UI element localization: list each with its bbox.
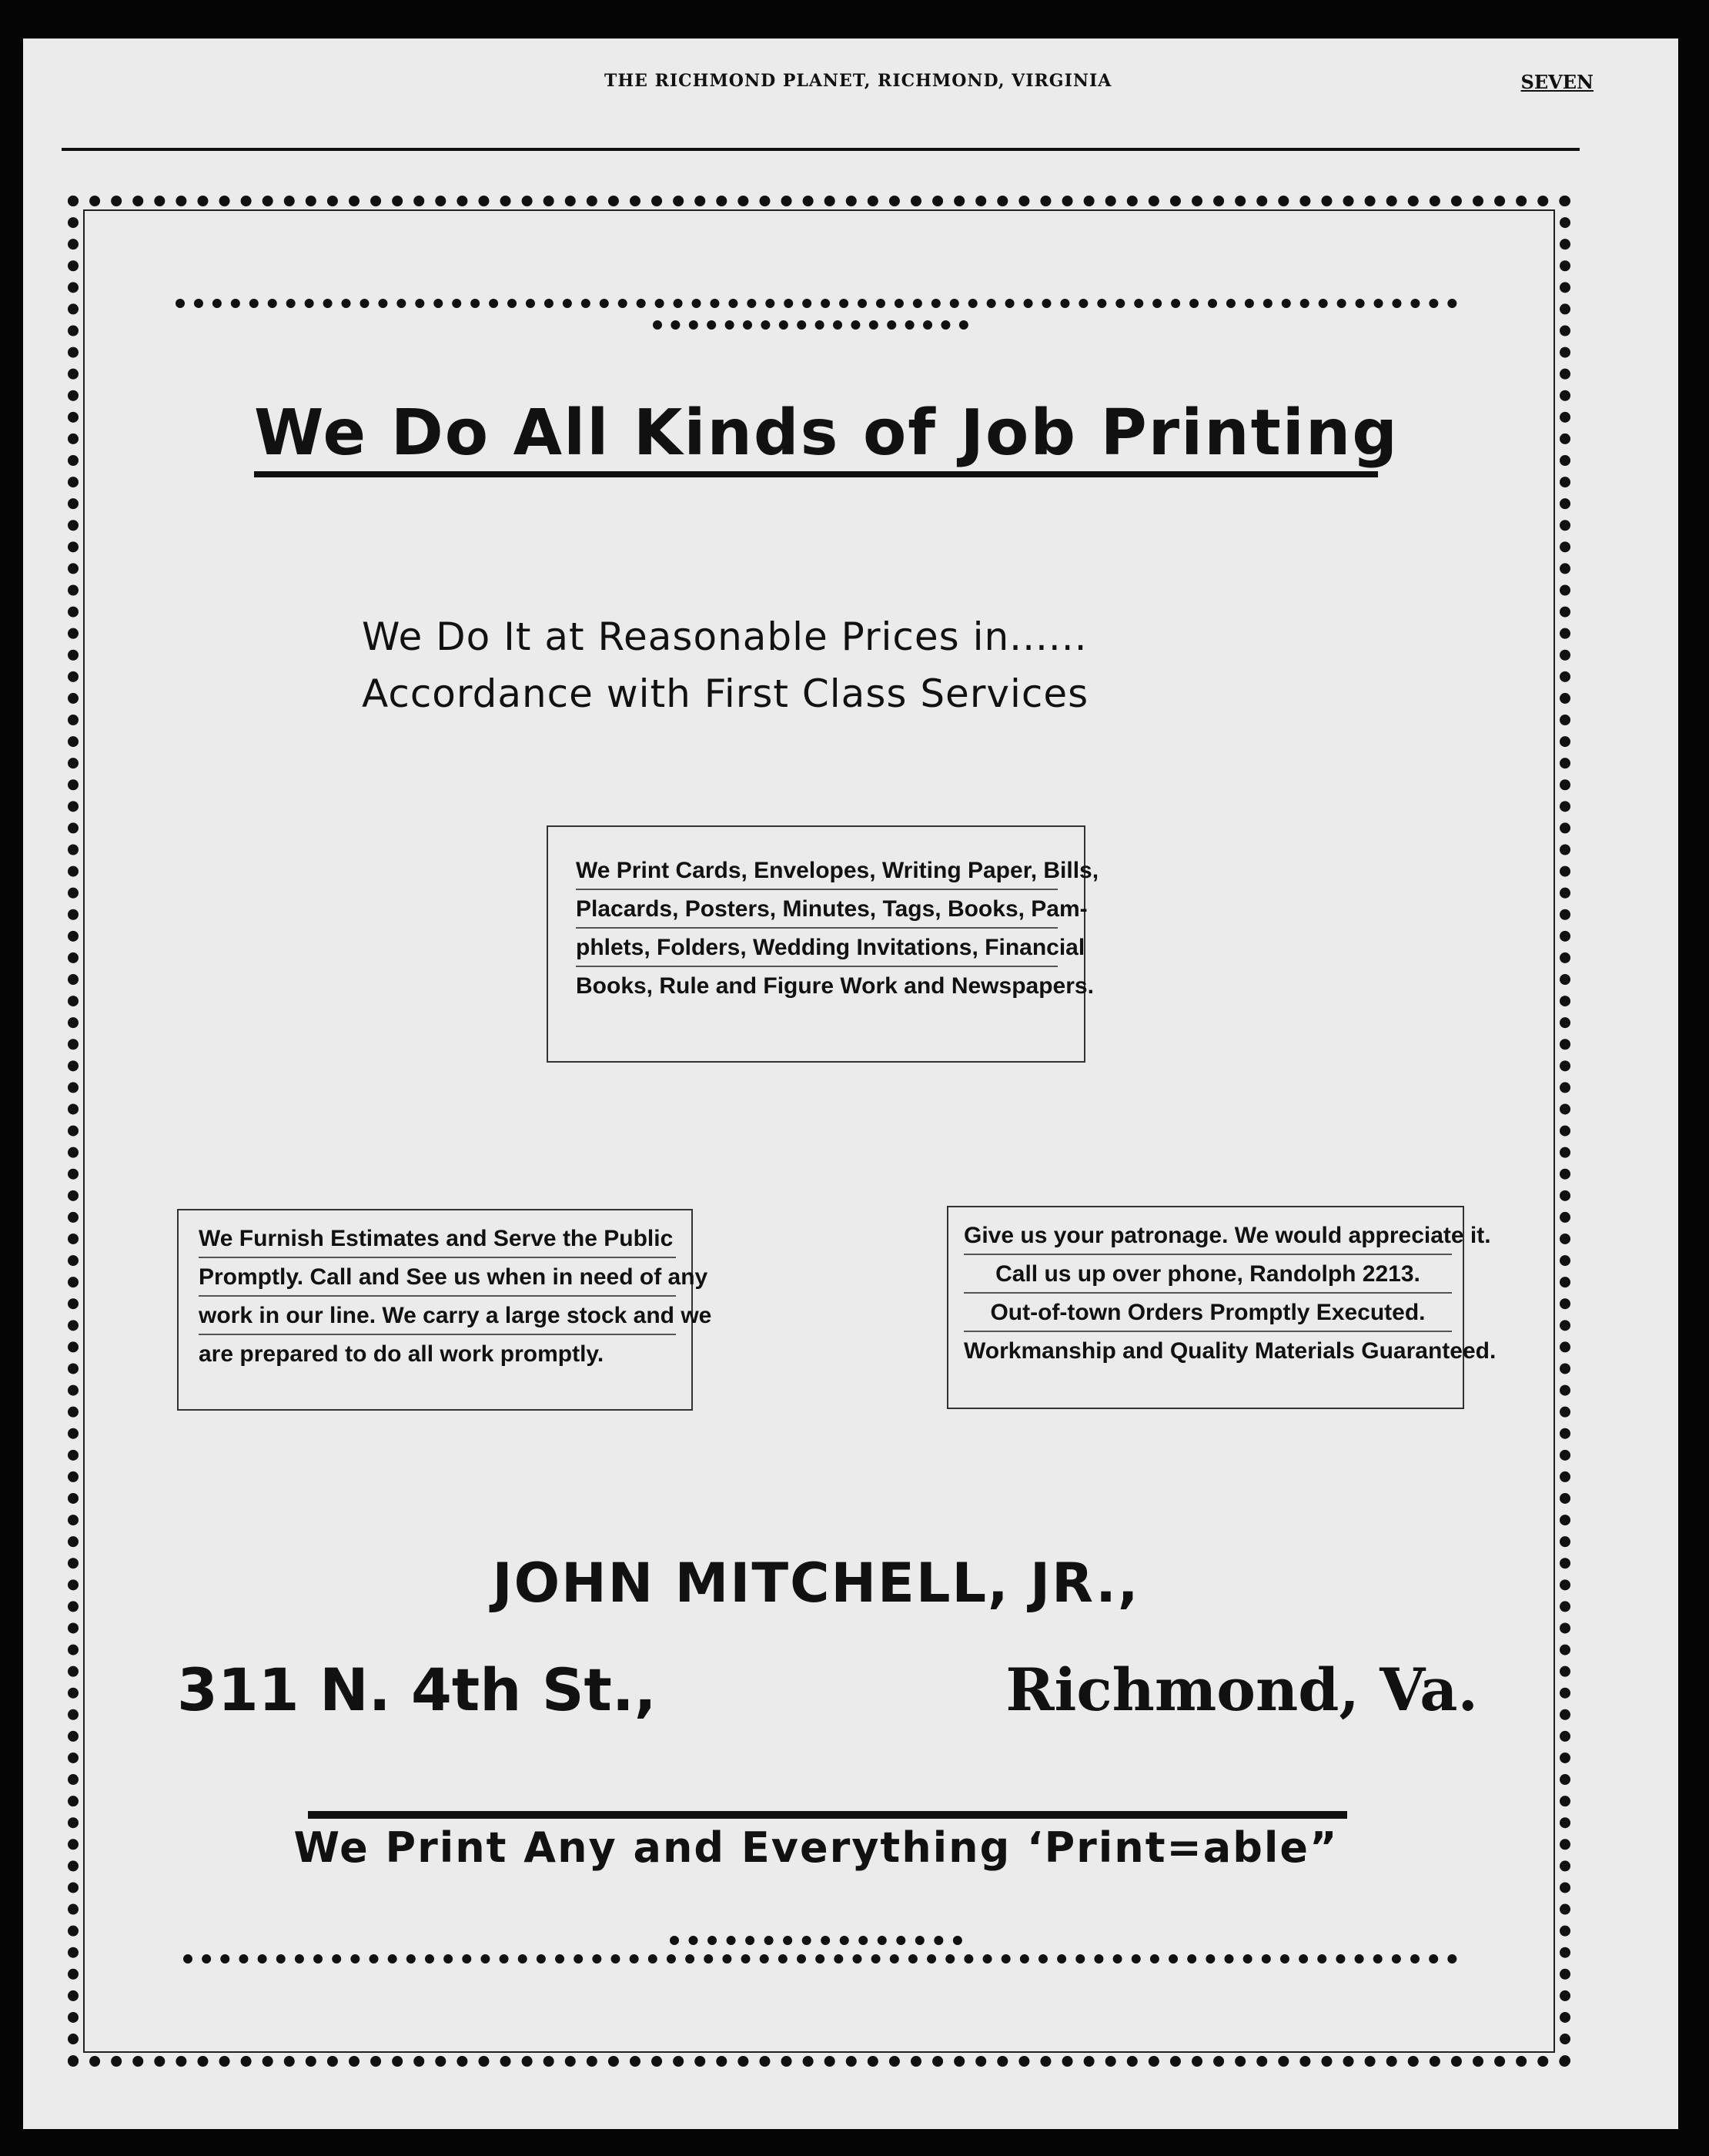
patronage-line: Workmanship and Quality Materials Guaranteed. — [964, 1338, 1497, 1364]
ornament-row-bottom-short — [670, 1936, 962, 1954]
services-line: phlets, Folders, Wedding Invitations, Financial — [576, 929, 1058, 967]
patronage-box — [947, 1206, 1497, 1409]
tagline: We Print Any and Everything ‘Print=able” — [293, 1823, 1339, 1872]
headline: We Do All Kinds of Job Printing — [254, 397, 1399, 470]
subheadline-line-1: We Do It at Reasonable Prices in...... — [362, 614, 1088, 659]
patronage-line: Give us your patronage. We would appreciate it. — [964, 1217, 1452, 1255]
ornament-row-top — [176, 299, 1457, 317]
page-number: SEVEN — [1520, 71, 1594, 93]
patronage-line: Call us up over phone, Randolph 2213. — [964, 1255, 1452, 1294]
estimates-line: work in our line. We carry a large stock and we — [199, 1297, 676, 1335]
inner-border — [83, 209, 1555, 2053]
ornament-row-top-short — [653, 320, 968, 339]
estimates-line: Promptly. Call and See us when in need of any — [199, 1258, 676, 1297]
tagline-rule — [308, 1811, 1347, 1819]
ornament-row-bottom — [183, 1954, 1457, 1973]
running-head — [62, 71, 1594, 102]
header-rule — [62, 148, 1580, 151]
newspaper-title: THE RICHMOND PLANET, RICHMOND, VIRGINIA — [604, 71, 1112, 91]
services-box — [547, 825, 1099, 1063]
services-line: Books, Rule and Figure Work and Newspapers. — [576, 973, 1094, 999]
services-line: We Print Cards, Envelopes, Writing Paper, Bills, — [576, 852, 1058, 890]
proprietor-name: JOHN MITCHELL, JR., — [492, 1552, 1140, 1615]
city-address: Richmond, Va. — [1005, 1656, 1478, 1724]
subheadline-line-2: Accordance with First Class Services — [362, 671, 1089, 716]
estimates-line: We Furnish Estimates and Serve the Public — [199, 1220, 676, 1258]
headline-rule — [254, 471, 1378, 477]
estimates-box — [177, 1209, 712, 1411]
estimates-line: are prepared to do all work promptly. — [199, 1341, 604, 1367]
street-address: 311 N. 4th St., — [177, 1656, 657, 1724]
patronage-line: Out-of-town Orders Promptly Executed. — [964, 1294, 1452, 1332]
services-line: Placards, Posters, Minutes, Tags, Books, Pam- — [576, 890, 1058, 929]
